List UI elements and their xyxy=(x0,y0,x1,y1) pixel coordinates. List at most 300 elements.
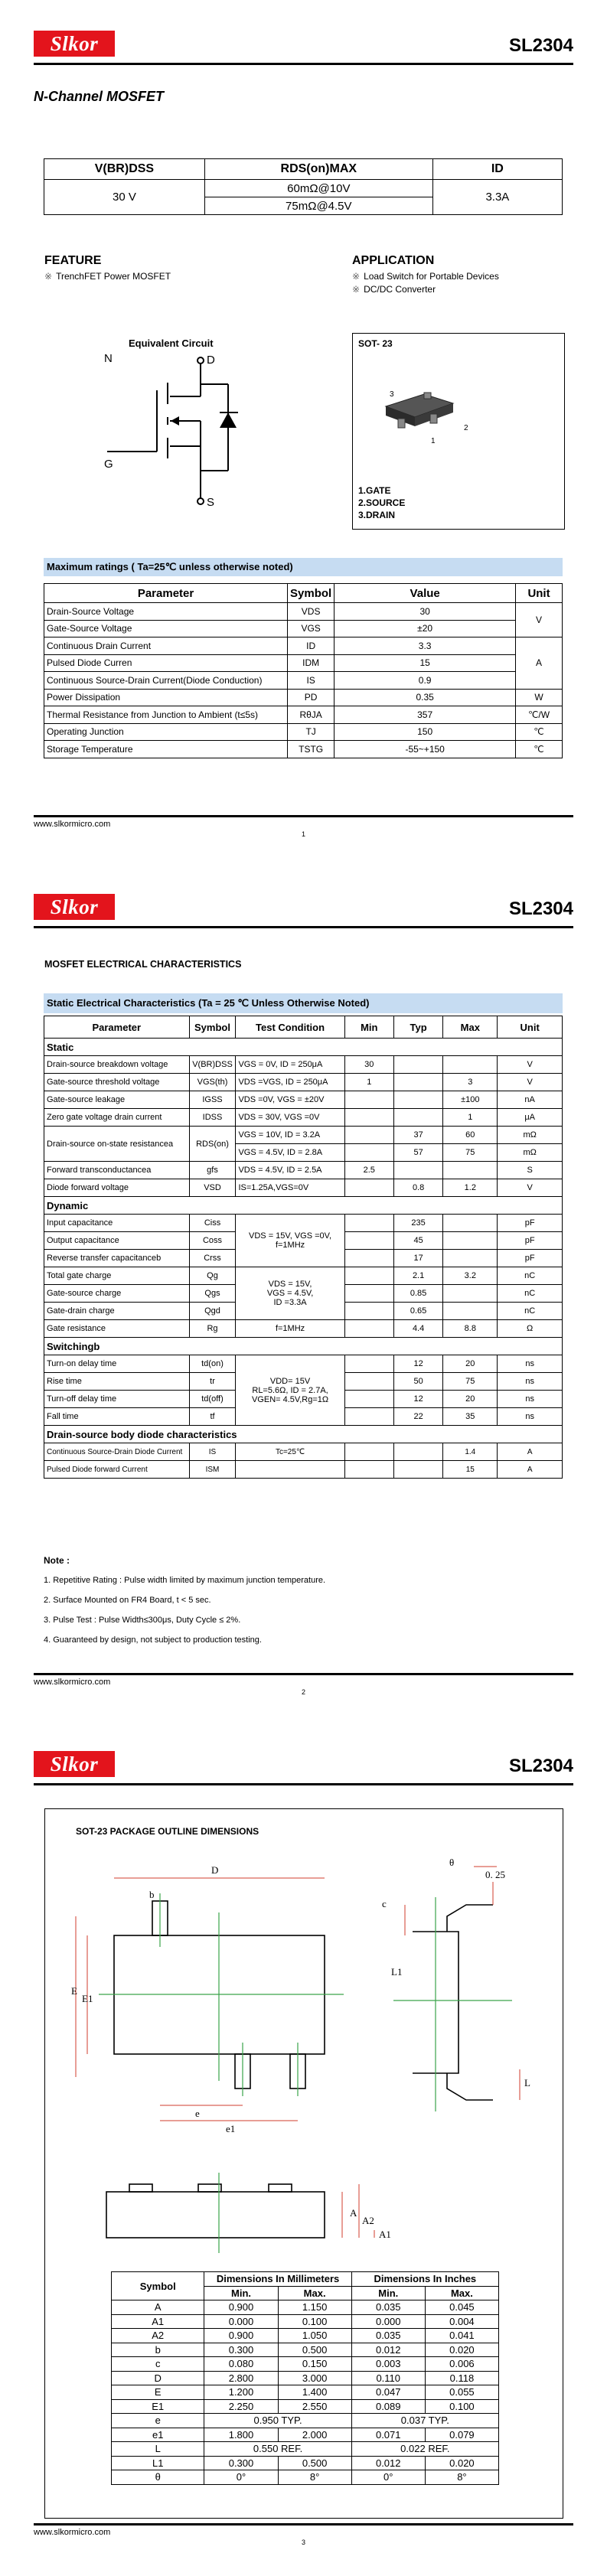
table-row xyxy=(44,1338,563,1355)
group-static: Static xyxy=(44,1039,563,1056)
page-2 xyxy=(0,859,607,1717)
footer-url[interactable]: www.slkormicro.com xyxy=(34,1678,111,1687)
table-cell: 1.4 xyxy=(443,1443,498,1461)
table-cell xyxy=(344,1285,393,1303)
table-cell xyxy=(344,1232,393,1250)
table-cell: 3 xyxy=(443,1074,498,1091)
pin-number-1: 1 xyxy=(431,437,436,445)
summary-rds: 75mΩ@4.5V xyxy=(204,197,432,215)
electrical-section-title: MOSFET ELECTRICAL CHARACTERISTICS xyxy=(44,959,242,970)
device-type: N-Channel MOSFET xyxy=(34,89,164,104)
table-cell: Forward transconductancea xyxy=(44,1162,190,1179)
table-cell: VDD= 15V RL=5.6Ω, ID = 2.7A, VGEN= 4.5V,Rg=1Ω xyxy=(236,1355,344,1426)
group-dynamic: Dynamic xyxy=(44,1197,563,1215)
electrical-characteristics-table xyxy=(44,1016,563,1479)
table-cell: VGS = 0V, ID = 250μA xyxy=(236,1056,344,1074)
table-cell: Power Dissipation xyxy=(44,689,288,706)
table-row xyxy=(44,620,563,637)
table-cell: 357 xyxy=(335,706,516,724)
header-rule xyxy=(34,63,573,65)
table-row xyxy=(44,159,563,180)
table-cell: 0.047 xyxy=(351,2385,425,2400)
table-cell: Gate-source threshold voltage xyxy=(44,1074,190,1091)
table-cell: 35 xyxy=(443,1408,498,1426)
table-cell: Symbol xyxy=(189,1016,236,1039)
table-row xyxy=(44,672,563,690)
table-cell: VDS = 30V, VGS =0V xyxy=(236,1109,344,1127)
table-cell: IS=1.25A,VGS=0V xyxy=(236,1179,344,1197)
footer-url[interactable]: www.slkormicro.com xyxy=(34,820,111,829)
table-cell xyxy=(236,1461,344,1479)
table-row xyxy=(112,2414,499,2428)
table-cell xyxy=(344,1091,393,1109)
table-cell xyxy=(393,1056,442,1074)
table-row xyxy=(112,2314,499,2329)
page-3 xyxy=(0,1717,607,2576)
table-cell: A xyxy=(516,637,563,690)
table-cell: nA xyxy=(498,1091,563,1109)
table-cell: 1.150 xyxy=(278,2300,351,2315)
table-cell: f=1MHz xyxy=(236,1320,344,1338)
table-cell: 75 xyxy=(443,1144,498,1162)
summary-table xyxy=(44,158,563,215)
table-cell: 0.8 xyxy=(393,1179,442,1197)
table-cell xyxy=(344,1303,393,1320)
table-cell: Dimensions In Inches xyxy=(351,2272,498,2287)
table-cell: V xyxy=(516,603,563,637)
table-cell: Parameter xyxy=(44,584,288,603)
table-cell: 30 xyxy=(344,1056,393,1074)
table-cell: Unit xyxy=(516,584,563,603)
circuit-label-g: G xyxy=(104,458,113,471)
table-cell xyxy=(443,1303,498,1320)
table-row xyxy=(112,2357,499,2372)
table-cell: 8° xyxy=(425,2470,498,2485)
table-cell xyxy=(393,1443,442,1461)
table-cell: VSD xyxy=(189,1179,236,1197)
footer-url[interactable]: www.slkormicro.com xyxy=(34,2528,111,2537)
table-cell: 0.055 xyxy=(425,2385,498,2400)
table-row xyxy=(44,1127,563,1144)
table-cell: Min. xyxy=(351,2286,425,2300)
table-cell: Zero gate voltage drain current xyxy=(44,1109,190,1127)
table-cell: IDSS xyxy=(189,1109,236,1127)
application-title: APPLICATION xyxy=(352,254,435,267)
table-cell: ns xyxy=(498,1355,563,1373)
table-cell: Min xyxy=(344,1016,393,1039)
table-cell: Drain-source breakdown voltage xyxy=(44,1056,190,1074)
table-cell xyxy=(344,1127,393,1144)
table-cell: E xyxy=(112,2385,204,2400)
table-cell: 15 xyxy=(443,1461,498,1479)
table-cell xyxy=(393,1074,442,1091)
table-cell: td(on) xyxy=(189,1355,236,1373)
table-cell: 75 xyxy=(443,1373,498,1391)
table-cell: 60 xyxy=(443,1127,498,1144)
table-cell: 17 xyxy=(393,1250,442,1267)
package-outline-drawing xyxy=(68,1851,543,2280)
table-cell: A2 xyxy=(112,2329,204,2343)
table-cell: Test Condition xyxy=(236,1016,344,1039)
table-cell: VDS = 15V, VGS =0V, f=1MHz xyxy=(236,1215,344,1267)
table-cell: Diode forward voltage xyxy=(44,1179,190,1197)
circuit-title: Equivalent Circuit xyxy=(129,337,214,349)
table-cell: RθJA xyxy=(288,706,335,724)
table-cell: 3.2 xyxy=(443,1267,498,1285)
table-row xyxy=(44,689,563,706)
table-cell: E1 xyxy=(112,2399,204,2414)
feature-title: FEATURE xyxy=(44,254,102,267)
table-cell: Output capacitance xyxy=(44,1232,190,1250)
table-cell: Typ xyxy=(393,1016,442,1039)
table-cell: -55~+150 xyxy=(335,741,516,758)
table-cell: Coss xyxy=(189,1232,236,1250)
table-cell: IDM xyxy=(288,654,335,672)
table-cell: 0.950 TYP. xyxy=(204,2414,351,2428)
table-cell: 0.100 xyxy=(425,2399,498,2414)
package-box xyxy=(352,333,565,530)
table-cell xyxy=(393,1091,442,1109)
pin-list: 1.GATE 2.SOURCE 3.DRAIN xyxy=(358,485,406,520)
table-cell: 0.022 REF. xyxy=(351,2442,498,2457)
table-cell: 0.045 xyxy=(425,2300,498,2315)
table-cell: td(off) xyxy=(189,1391,236,1408)
page-footer xyxy=(34,2523,573,2546)
dim-label-b: b xyxy=(149,1889,155,1900)
table-cell: Max. xyxy=(278,2286,351,2300)
table-row xyxy=(44,1074,563,1091)
max-ratings-table xyxy=(44,583,563,758)
table-cell: 0.037 TYP. xyxy=(351,2414,498,2428)
table-cell: Rg xyxy=(189,1320,236,1338)
circuit-label-d: D xyxy=(207,354,215,367)
table-cell xyxy=(443,1232,498,1250)
brand-logo: Slkor xyxy=(34,31,115,57)
table-cell: Ciss xyxy=(189,1215,236,1232)
table-cell: Gate resistance xyxy=(44,1320,190,1338)
table-row xyxy=(44,1426,563,1443)
table-cell: 50 xyxy=(393,1373,442,1391)
table-cell: 8.8 xyxy=(443,1320,498,1338)
table-cell: W xyxy=(516,689,563,706)
table-cell xyxy=(443,1285,498,1303)
table-cell: ℃ xyxy=(516,723,563,741)
dim-label-a2: A2 xyxy=(362,2215,374,2226)
table-row xyxy=(44,1320,563,1338)
table-cell xyxy=(393,1109,442,1127)
table-cell: 0.000 xyxy=(351,2314,425,2329)
outline-dimensions-table xyxy=(111,2271,499,2485)
table-cell: tr xyxy=(189,1373,236,1391)
table-cell: c xyxy=(112,2357,204,2372)
page-number: 1 xyxy=(301,830,305,838)
table-cell: VDS = 4.5V, ID = 2.5A xyxy=(236,1162,344,1179)
table-cell: 0.004 xyxy=(425,2314,498,2329)
table-cell: Value xyxy=(335,584,516,603)
table-cell: 1.200 xyxy=(204,2385,278,2400)
table-cell: Max xyxy=(443,1016,498,1039)
table-row xyxy=(112,2385,499,2400)
table-cell: mΩ xyxy=(498,1144,563,1162)
table-row xyxy=(44,637,563,655)
dim-label-l: L xyxy=(524,2077,530,2089)
header-rule xyxy=(34,1783,573,1785)
table-cell xyxy=(344,1461,393,1479)
table-cell xyxy=(344,1215,393,1232)
table-cell: ℃ xyxy=(516,741,563,758)
table-cell: VGS(th) xyxy=(189,1074,236,1091)
table-cell: VDS =VGS, ID = 250μA xyxy=(236,1074,344,1091)
table-cell: 0.035 xyxy=(351,2329,425,2343)
table-row xyxy=(44,1461,563,1479)
part-number: SL2304 xyxy=(508,1756,573,1776)
table-cell: b xyxy=(112,2343,204,2357)
application-item: ※ Load Switch for Portable Devices xyxy=(352,271,499,282)
table-cell: Parameter xyxy=(44,1016,190,1039)
table-cell xyxy=(344,1144,393,1162)
table-cell xyxy=(344,1320,393,1338)
table-cell: Turn-on delay time xyxy=(44,1355,190,1373)
dim-label-e1-pitch: e1 xyxy=(226,2123,236,2134)
group-switching: Switchingb xyxy=(44,1338,563,1355)
table-cell: PD xyxy=(288,689,335,706)
group-diode: Drain-source body diode characteristics xyxy=(44,1426,563,1443)
table-cell: Qg xyxy=(189,1267,236,1285)
table-cell: Turn-off delay time xyxy=(44,1391,190,1408)
table-cell: L xyxy=(112,2442,204,2457)
table-cell: 12 xyxy=(393,1355,442,1373)
table-cell: ns xyxy=(498,1373,563,1391)
table-cell: IGSS xyxy=(189,1091,236,1109)
table-cell xyxy=(393,1162,442,1179)
table-cell: 0.35 xyxy=(335,689,516,706)
table-cell: 0.300 xyxy=(204,2456,278,2470)
table-cell: 2.550 xyxy=(278,2399,351,2414)
table-row xyxy=(44,1039,563,1056)
page-header xyxy=(34,31,573,58)
table-row xyxy=(44,1109,563,1127)
table-cell: Continuous Source-Drain Current(Diode Conduction) xyxy=(44,672,288,690)
table-cell xyxy=(344,1408,393,1426)
table-cell: VGS = 10V, ID = 3.2A xyxy=(236,1127,344,1144)
table-cell: 20 xyxy=(443,1355,498,1373)
table-cell: 1.400 xyxy=(278,2385,351,2400)
table-cell: 0.041 xyxy=(425,2329,498,2343)
table-cell: 235 xyxy=(393,1215,442,1232)
table-cell xyxy=(344,1443,393,1461)
table-row xyxy=(44,584,563,603)
table-row xyxy=(44,1215,563,1232)
table-cell: nC xyxy=(498,1267,563,1285)
table-cell: Rise time xyxy=(44,1373,190,1391)
table-cell: 0.900 xyxy=(204,2329,278,2343)
table-cell: 0.006 xyxy=(425,2357,498,2372)
table-row xyxy=(44,706,563,724)
table-cell: 0.118 xyxy=(425,2371,498,2385)
table-cell: RDS(on) xyxy=(189,1127,236,1162)
table-cell: Crss xyxy=(189,1250,236,1267)
table-cell: Dimensions In Millimeters xyxy=(204,2272,351,2287)
table-cell: ns xyxy=(498,1391,563,1408)
table-cell: A xyxy=(112,2300,204,2315)
table-cell: VDS xyxy=(288,603,335,621)
max-ratings-title: Maximum ratings ( Ta=25℃ unless otherwise noted) xyxy=(44,558,563,576)
feature-item: ※ TrenchFET Power MOSFET xyxy=(44,271,171,282)
table-cell xyxy=(344,1250,393,1267)
table-cell: 0.500 xyxy=(278,2456,351,2470)
table-cell: Symbol xyxy=(112,2272,204,2300)
table-cell: Gate-source leakage xyxy=(44,1091,190,1109)
table-cell: 0.300 xyxy=(204,2343,278,2357)
table-row xyxy=(44,1267,563,1285)
table-cell: ID xyxy=(288,637,335,655)
table-cell: Pulsed Diode Curren xyxy=(44,654,288,672)
page-header xyxy=(34,1751,573,1779)
table-cell: nC xyxy=(498,1303,563,1320)
part-number: SL2304 xyxy=(508,35,573,56)
table-cell: pF xyxy=(498,1250,563,1267)
table-cell: 8° xyxy=(278,2470,351,2485)
table-cell: Thermal Resistance from Junction to Ambient (t≤5s) xyxy=(44,706,288,724)
table-cell: 0.012 xyxy=(351,2456,425,2470)
table-cell: 1.2 xyxy=(443,1179,498,1197)
page-number: 2 xyxy=(301,1688,305,1696)
table-cell: Unit xyxy=(498,1016,563,1039)
table-row xyxy=(44,1016,563,1039)
table-cell: 57 xyxy=(393,1144,442,1162)
table-row xyxy=(112,2272,499,2287)
table-cell: Drain-Source Voltage xyxy=(44,603,288,621)
table-cell: VGS xyxy=(288,620,335,637)
table-cell: V xyxy=(498,1074,563,1091)
table-row xyxy=(44,741,563,758)
table-cell: 15 xyxy=(335,654,516,672)
table-cell: IS xyxy=(189,1443,236,1461)
table-cell: 0.020 xyxy=(425,2456,498,2470)
table-cell: 20 xyxy=(443,1391,498,1408)
table-cell: Continuous Drain Current xyxy=(44,637,288,655)
table-cell: Max. xyxy=(425,2286,498,2300)
table-cell: 2.5 xyxy=(344,1162,393,1179)
table-cell xyxy=(344,1179,393,1197)
table-row xyxy=(112,2300,499,2315)
table-cell xyxy=(443,1250,498,1267)
table-row xyxy=(112,2329,499,2343)
table-cell: V(BR)DSS xyxy=(189,1056,236,1074)
table-cell xyxy=(443,1056,498,1074)
table-cell: TSTG xyxy=(288,741,335,758)
table-cell: 3.3 xyxy=(335,637,516,655)
table-cell: S xyxy=(498,1162,563,1179)
table-cell xyxy=(344,1373,393,1391)
table-cell: 0.003 xyxy=(351,2357,425,2372)
pin-number-3: 3 xyxy=(390,390,394,399)
equivalent-circuit-diagram xyxy=(100,348,268,517)
table-cell: Continuous Source-Drain Diode Current xyxy=(44,1443,190,1461)
electrical-band-title: Static Electrical Characteristics (Ta = 25 ℃ Unless Otherwise Noted) xyxy=(44,993,563,1013)
page-1 xyxy=(0,0,607,859)
table-cell: 0.150 xyxy=(278,2357,351,2372)
brand-logo: Slkor xyxy=(34,1751,115,1777)
table-row xyxy=(44,1197,563,1215)
table-cell: 0.9 xyxy=(335,672,516,690)
dim-label-e-pitch: e xyxy=(195,2108,200,2119)
summary-header: RDS(on)MAX xyxy=(204,159,432,180)
circuit-label-s: S xyxy=(207,496,215,509)
table-cell: Pulsed Diode forward Current xyxy=(44,1461,190,1479)
table-row xyxy=(44,603,563,621)
pin-number-2: 2 xyxy=(464,424,468,432)
table-row xyxy=(112,2399,499,2414)
table-cell: Ω xyxy=(498,1320,563,1338)
table-cell: Qgd xyxy=(189,1303,236,1320)
table-cell: ℃/W xyxy=(516,706,563,724)
table-row xyxy=(44,1355,563,1373)
table-cell: 1 xyxy=(443,1109,498,1127)
table-row xyxy=(112,2442,499,2457)
circuit-label-n: N xyxy=(104,352,113,365)
summary-rds: 60mΩ@10V xyxy=(204,180,432,197)
table-cell: 0.020 xyxy=(425,2343,498,2357)
table-row xyxy=(112,2470,499,2485)
table-cell: V xyxy=(498,1179,563,1197)
outline-title: SOT-23 PACKAGE OUTLINE DIMENSIONS xyxy=(76,1826,259,1837)
table-cell xyxy=(344,1109,393,1127)
page-footer xyxy=(34,815,573,838)
table-cell: A1 xyxy=(112,2314,204,2329)
page-number: 3 xyxy=(301,2539,305,2546)
page-header xyxy=(34,894,573,921)
table-cell: 1 xyxy=(344,1074,393,1091)
table-cell: 0.110 xyxy=(351,2371,425,2385)
table-cell: 0.012 xyxy=(351,2343,425,2357)
application-item: ※ DC/DC Converter xyxy=(352,284,436,295)
table-row xyxy=(44,1443,563,1461)
table-cell: 0.500 xyxy=(278,2343,351,2357)
table-cell: 0.035 xyxy=(351,2300,425,2315)
table-row xyxy=(112,2456,499,2470)
table-cell: 0.85 xyxy=(393,1285,442,1303)
table-cell: Min. xyxy=(204,2286,278,2300)
table-cell: Gate-source charge xyxy=(44,1285,190,1303)
dim-label-e: E xyxy=(71,1985,77,1997)
table-row xyxy=(44,180,563,197)
table-cell: 2.800 xyxy=(204,2371,278,2385)
dim-label-theta: θ xyxy=(449,1857,455,1868)
table-row xyxy=(44,1091,563,1109)
table-cell: 2.1 xyxy=(393,1267,442,1285)
table-cell: Symbol xyxy=(288,584,335,603)
table-cell: ±20 xyxy=(335,620,516,637)
table-cell xyxy=(344,1267,393,1285)
table-cell: ISM xyxy=(189,1461,236,1479)
table-cell: 1.050 xyxy=(278,2329,351,2343)
summary-vbrdss: 30 V xyxy=(44,180,205,215)
summary-header: V(BR)DSS xyxy=(44,159,205,180)
table-cell: pF xyxy=(498,1215,563,1232)
table-cell: ±100 xyxy=(443,1091,498,1109)
summary-header: ID xyxy=(432,159,562,180)
table-cell xyxy=(344,1355,393,1373)
table-cell: tf xyxy=(189,1408,236,1426)
table-cell: A xyxy=(498,1461,563,1479)
table-cell xyxy=(393,1461,442,1479)
table-cell: Gate-Source Voltage xyxy=(44,620,288,637)
table-cell: 22 xyxy=(393,1408,442,1426)
table-cell: Storage Temperature xyxy=(44,741,288,758)
table-cell: 12 xyxy=(393,1391,442,1408)
table-cell: 0.000 xyxy=(204,2314,278,2329)
